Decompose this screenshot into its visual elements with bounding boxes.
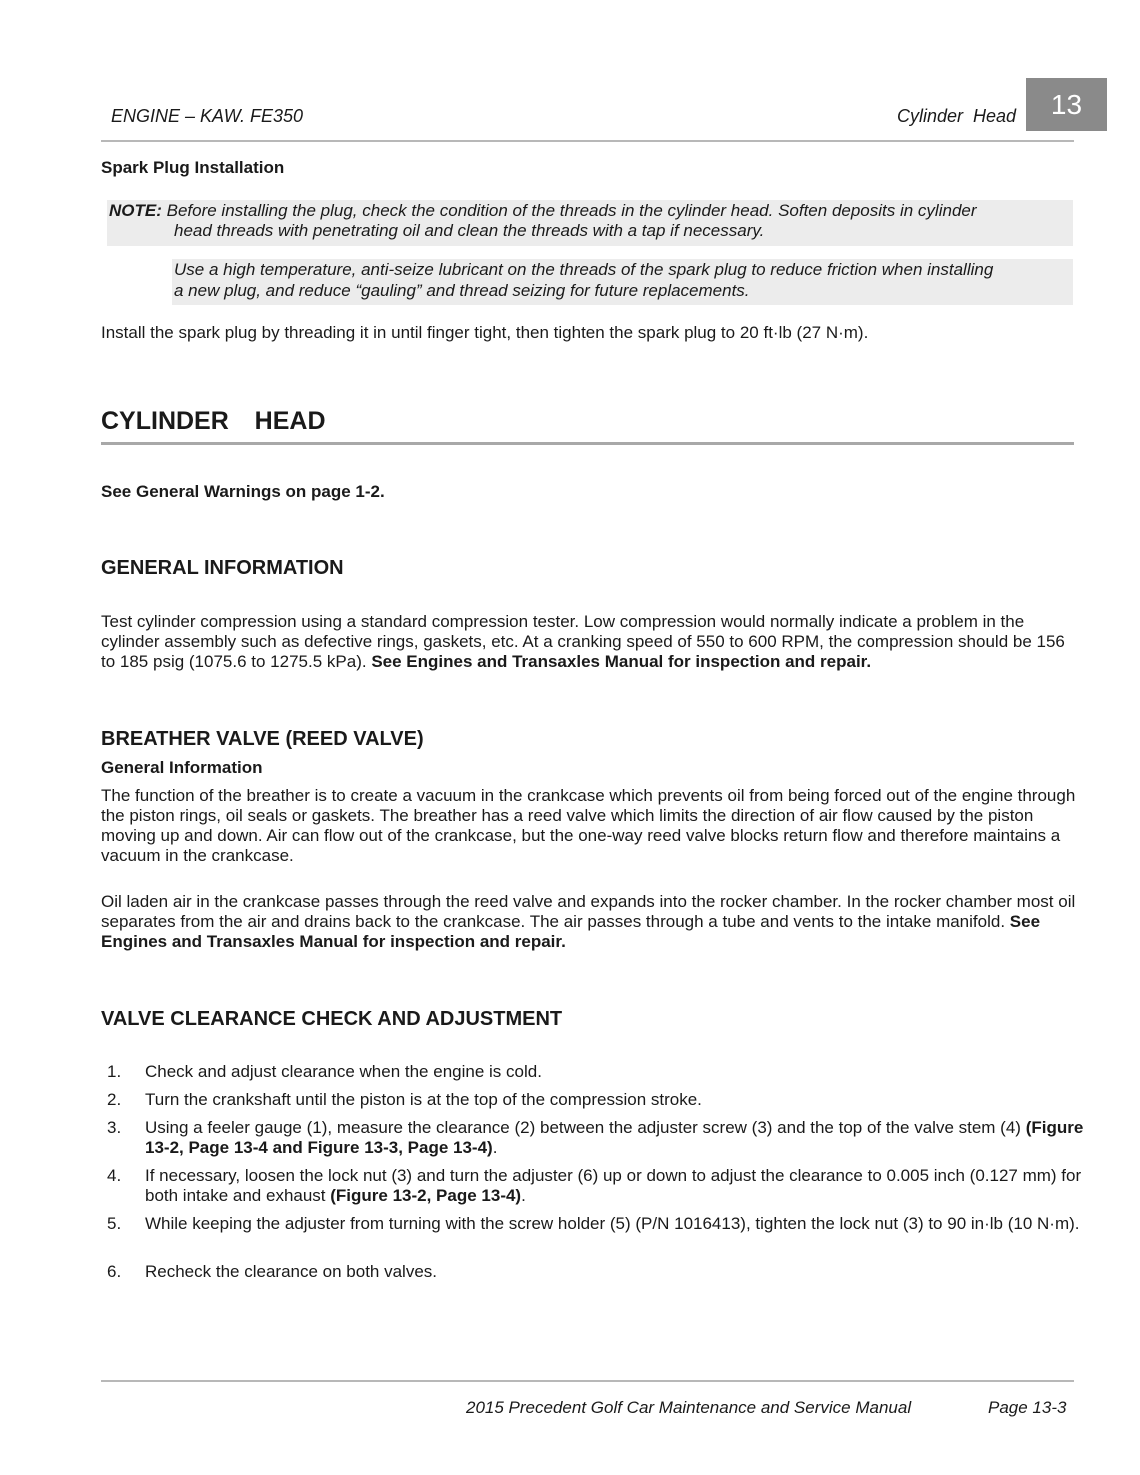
note1-text-b: head threads with penetrating oil and clean the threads with a tap if necessary. (174, 221, 765, 240)
note2-text-b: a new plug, and reduce “gauling” and thread seizing for future replacements. (174, 281, 750, 300)
general-information-heading: GENERAL INFORMATION (101, 557, 344, 579)
breather-paragraph-2 (101, 892, 1081, 952)
breather-manual-reference: See Engines and Transaxles Manual for inspection and repair. (101, 912, 1041, 951)
page-title: CYLINDER HEAD (101, 407, 326, 435)
general-warnings-reference: See General Warnings on page 1-2. (101, 482, 385, 501)
chapter-tab: 13 (1026, 78, 1107, 131)
spark-plug-heading: Spark Plug Installation (101, 158, 285, 177)
step-number: 5. (107, 1214, 122, 1233)
footer-manual-title: 2015 Precedent Golf Car Maintenance and Service Manual (466, 1398, 912, 1417)
breather-p2-text: Oil laden air in the crankcase passes through the reed valve and expands into the rocker chamber. In the rocker chamber most oil separates from the air and drains back to the crankcase. The air passes through a tube and vents to the intake manifold. (101, 892, 1076, 931)
step-text: Turn the crankshaft until the piston is at the top of the compression stroke. (145, 1090, 702, 1109)
note1-text-a: Before installing the plug, check the condition of the threads in the cylinder head. Soften deposits in cylinder (166, 201, 977, 220)
header-page-topic: Cylinder Head (897, 106, 1017, 126)
spark-plug-install-text: Install the spark plug by threading it in until finger tight, then tighten the spark plug to 20 ft·lb (27 N·m). (101, 323, 869, 342)
step-number: 2. (107, 1090, 122, 1109)
note2-text-a: Use a high temperature, anti-seize lubricant on the threads of the spark plug to reduce friction when installing (174, 260, 994, 279)
manual-reference: See Engines and Transaxles Manual for inspection and repair. (371, 652, 872, 671)
step-text: Recheck the clearance on both valves. (145, 1262, 438, 1281)
footer-page-number: Page 13-3 (988, 1398, 1067, 1417)
header-divider (101, 140, 1074, 142)
header-section-title: ENGINE – KAW. FE350 (111, 106, 304, 126)
title-divider (101, 442, 1074, 445)
note-line-1 (109, 201, 977, 221)
step-number: 4. (107, 1166, 122, 1185)
compression-text: Test cylinder compression using a standard compression tester. Low compression would normally indicate a problem in the cylinder assembly such as defective rings, gaskets, etc. At a cranking speed of 550 to 600 RPM, the compression should be 156 to 185 psig (1075.6 to 1275.5 kPa). (101, 612, 1065, 671)
breather-paragraph-1: The function of the breather is to create a vacuum in the crankcase which prevents oil from being forced out of the engine through the piston rings, oil seals or gaskets. The breather has a reed valve which limits the direction of air flow caused by the piston moving up and down. Air can flow out of the crankcase, but the one-way reed valve blocks return flow and therefore maintains a vacuum in the crankcase. (101, 786, 1076, 865)
step-number: 3. (107, 1118, 122, 1137)
general-information-text (101, 612, 1081, 672)
step-number: 6. (107, 1262, 122, 1281)
note-label: NOTE: (109, 201, 162, 220)
step-text: Using a feeler gauge (1), measure the clearance (2) between the adjuster screw (3) and the top of the valve stem (4) (Figure 13-2, Page 13-4 and Figure 13-3, Page 13-4). (145, 1118, 1084, 1157)
valve-clearance-heading: VALVE CLEARANCE CHECK AND ADJUSTMENT (101, 1008, 563, 1030)
step-text: If necessary, loosen the lock nut (3) and turn the adjuster (6) up or down to adjust the clearance to 0.005 inch (0.127 mm) for both intake and exhaust (Figure 13-2, Page 13-4). (145, 1166, 1082, 1205)
step-text: Check and adjust clearance when the engine is cold. (145, 1062, 542, 1081)
breather-valve-heading: BREATHER VALVE (REED VALVE) (101, 728, 424, 750)
step-text: While keeping the adjuster from turning with the screw holder (5) (P/N 1016413), tighten the lock nut (3) to 90 in·lb (10 N·m). (145, 1214, 1080, 1233)
breather-general-info-subheading: General Information (101, 758, 263, 777)
step-number: 1. (107, 1062, 122, 1081)
footer-divider (101, 1380, 1074, 1382)
